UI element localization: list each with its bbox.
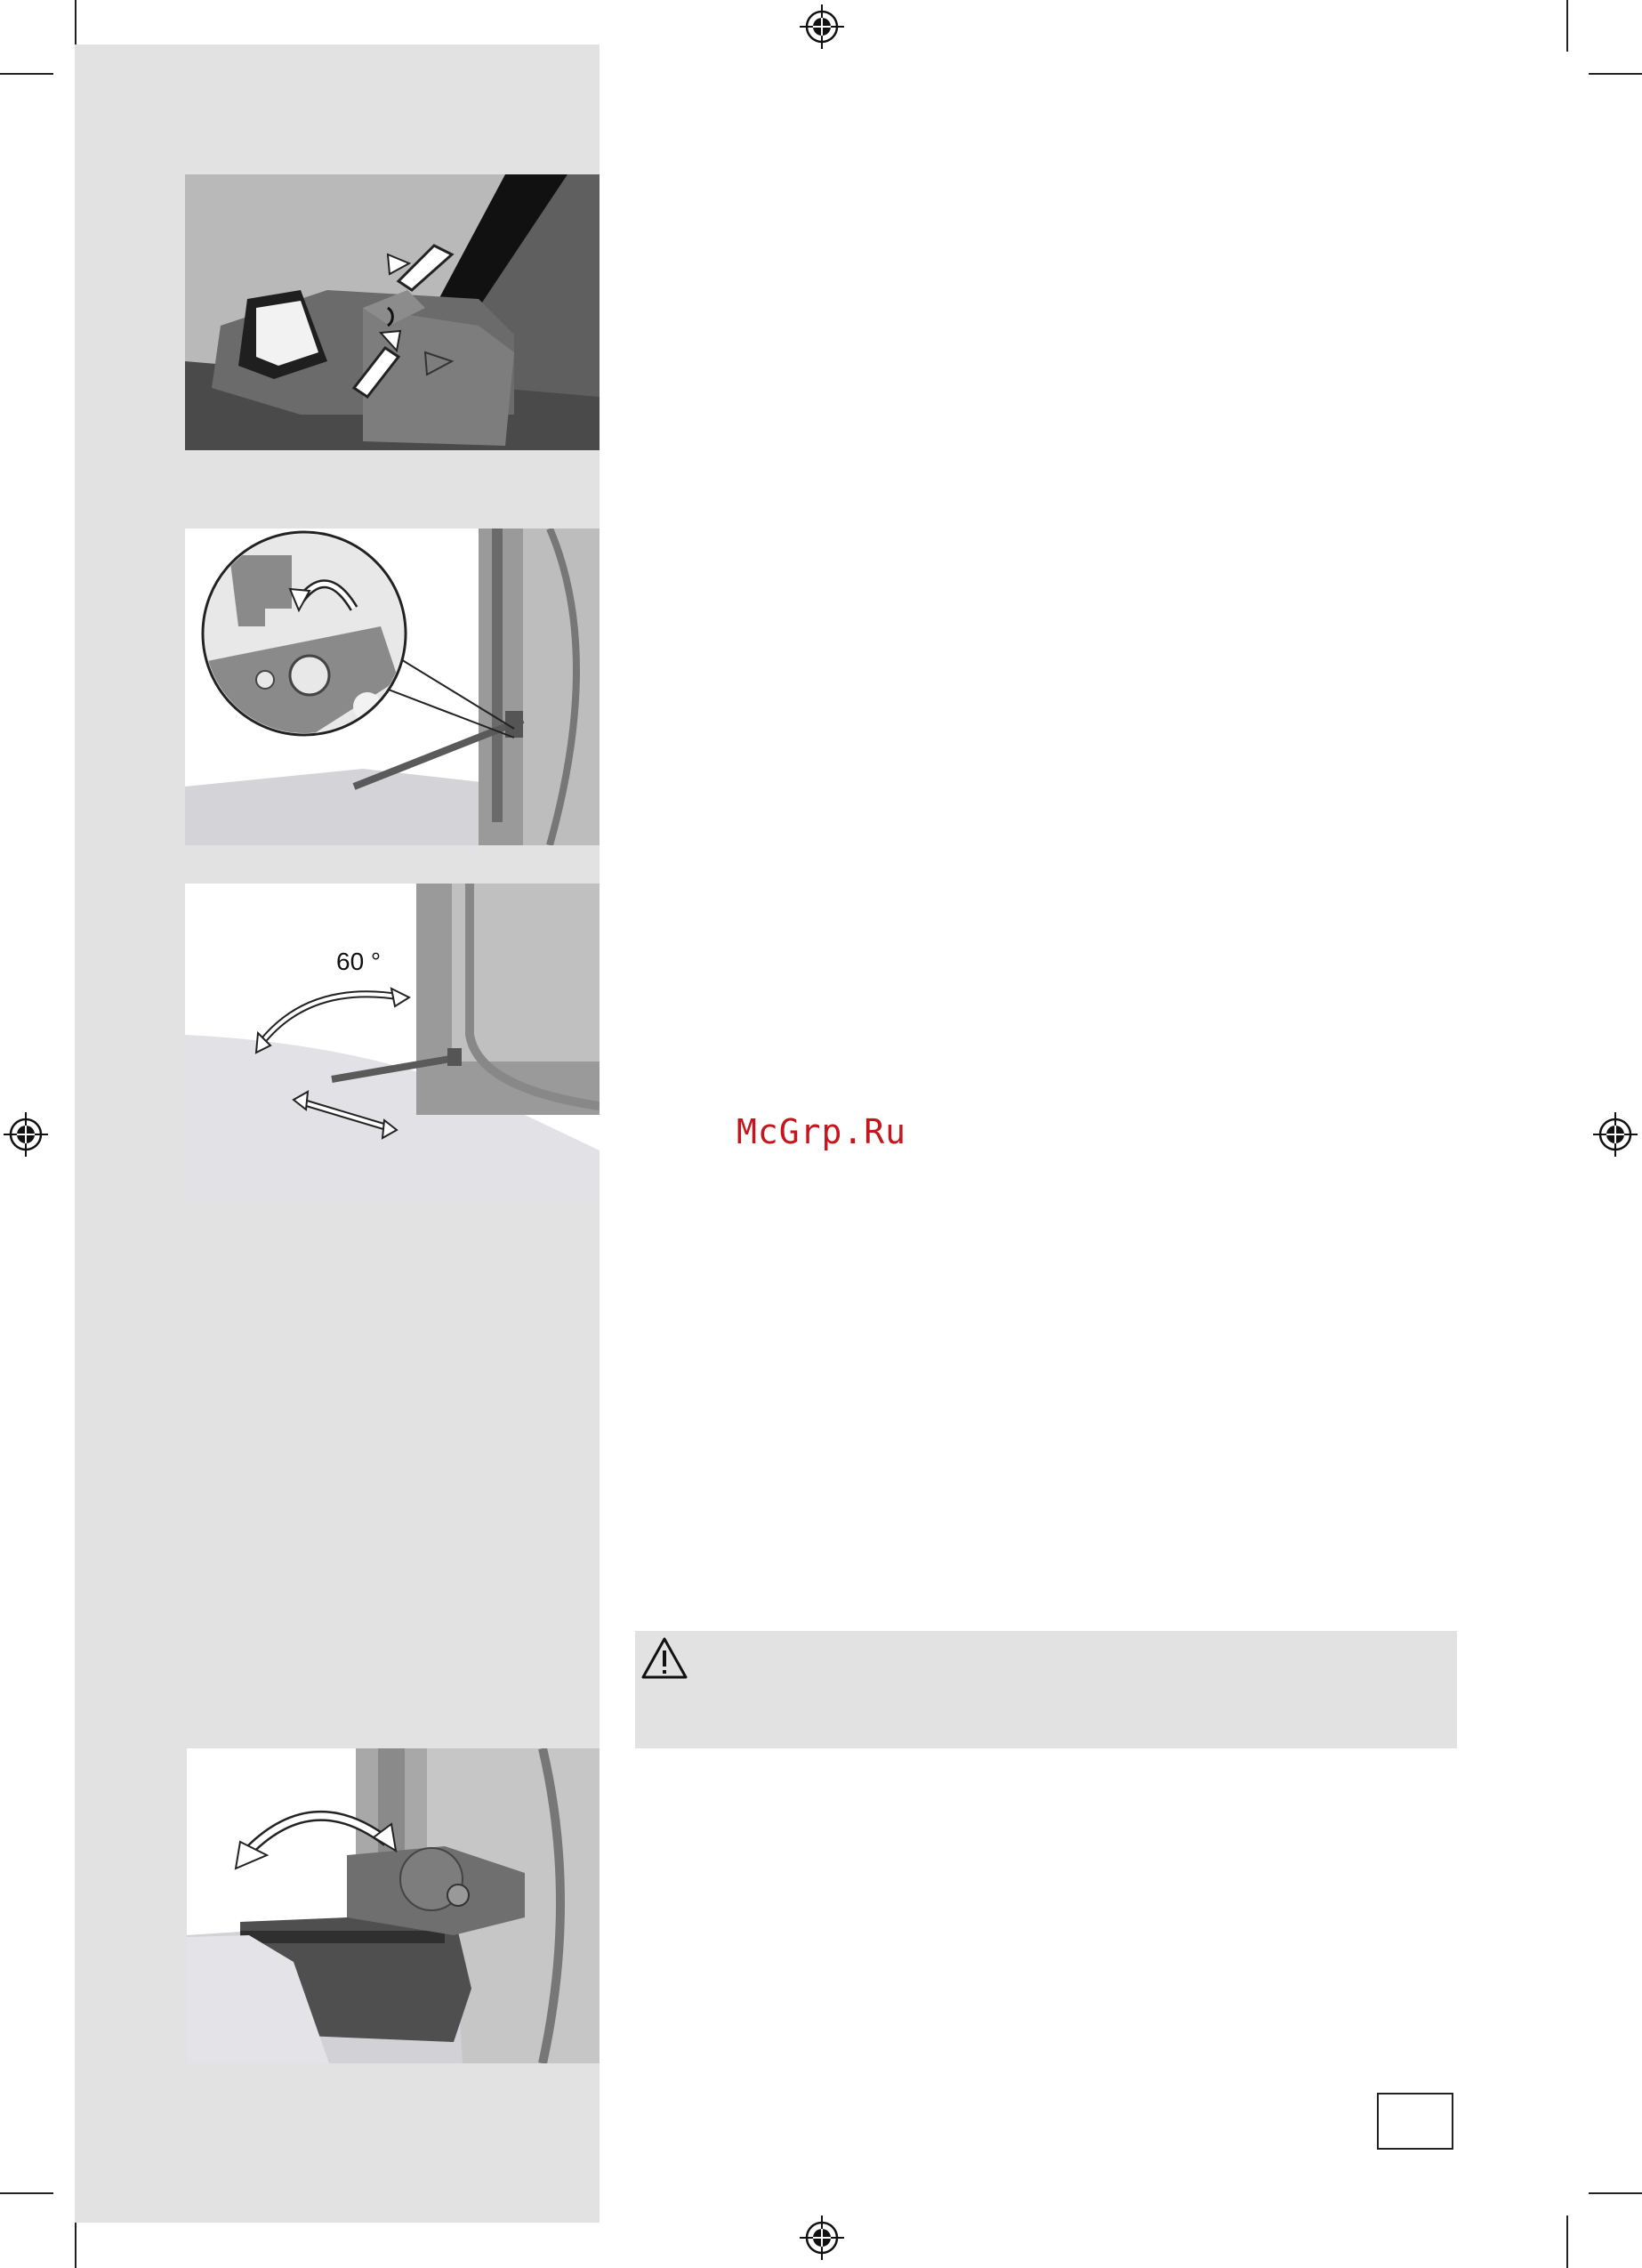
figure-door-tilt (185, 884, 600, 1199)
door-tilt-angle-icon (185, 884, 600, 1199)
angle-label: 60 ° (336, 948, 382, 975)
registration-mark-icon (1593, 1112, 1638, 1157)
crop-mark (0, 2192, 53, 2194)
watermark-text: McGrp.Ru (736, 1112, 907, 1151)
figure-hinge-lever-rotate (187, 1748, 600, 2063)
hinge-bracket-detail-icon (185, 529, 600, 845)
registration-mark-icon (800, 4, 844, 49)
page-number-box (1377, 2093, 1453, 2150)
registration-mark-icon (800, 2216, 844, 2260)
warning-box (635, 1631, 1457, 1748)
crop-mark (1566, 0, 1568, 52)
figure-lever-lock (185, 174, 600, 450)
crop-mark (1566, 2216, 1568, 2268)
crop-mark (75, 2216, 76, 2268)
hinge-lever-rotate-icon (187, 1748, 600, 2063)
figure-hinge-detail (185, 529, 600, 845)
crop-mark (75, 0, 76, 44)
hinge-lock-lever-icon (185, 174, 600, 450)
registration-mark-icon (4, 1112, 48, 1157)
warning-triangle-icon (640, 1636, 688, 1681)
crop-mark (1589, 2192, 1642, 2194)
crop-mark (0, 73, 53, 75)
crop-mark (1589, 73, 1642, 75)
